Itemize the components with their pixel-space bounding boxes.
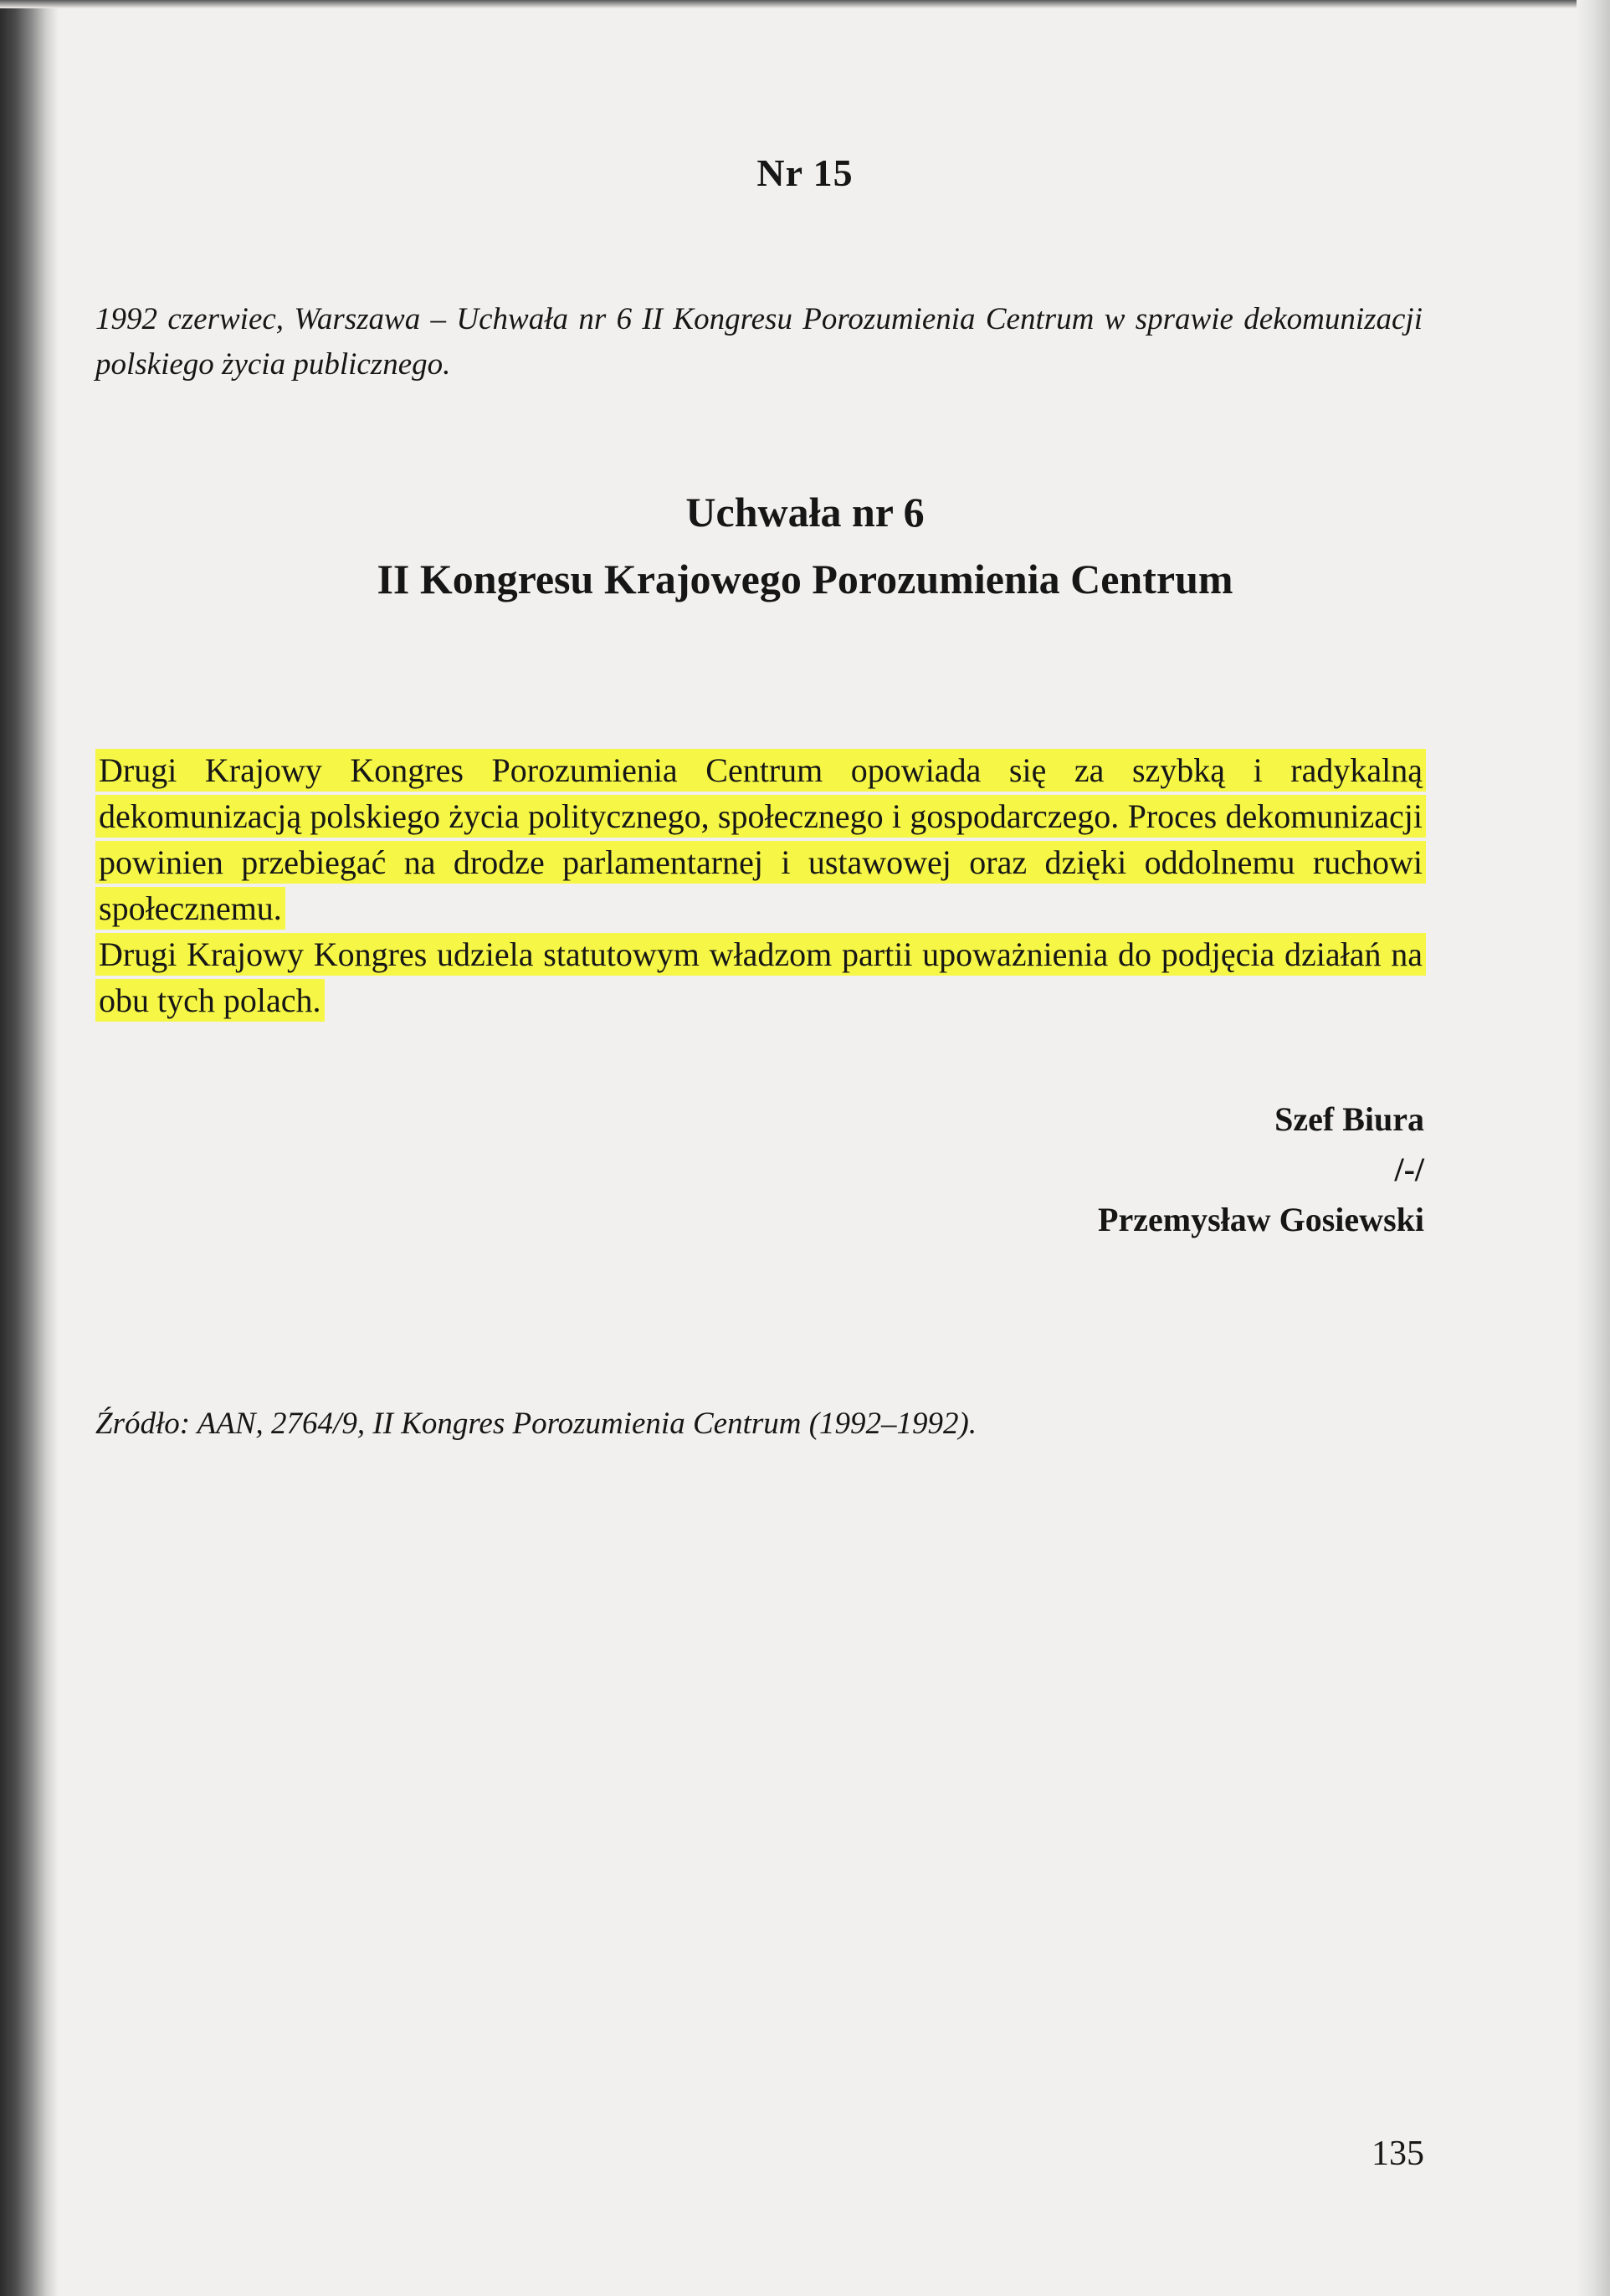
resolution-title [0, 479, 1610, 612]
title-line-1: Uchwała nr 6 [685, 489, 925, 536]
body-paragraph-2 [95, 931, 1426, 1023]
source-note: Źródło: AAN, 2764/9, II Kongres Porozumienia Centrum (1992–1992). [95, 1407, 977, 1441]
document-number: Nr 15 [756, 151, 854, 194]
document-description: 1992 czerwiec, Warszawa – Uchwała nr 6 II Kongresu Porozumienia Centrum w sprawie dekomunizacji polskiego życia publicznego. [95, 302, 1423, 382]
signature-mark: /-/ [1394, 1151, 1424, 1188]
title-line-2: II Kongresu Krajowego Porozumienia Centrum [377, 556, 1233, 602]
signature-name: Przemysław Gosiewski [1098, 1201, 1424, 1238]
highlighted-text: Drugi Krajowy Kongres udziela statutowym władzom partii upoważnienia do podjęcia działań na obu tych polach. [95, 933, 1426, 1022]
signature-role: Szef Biura [1274, 1100, 1424, 1138]
signature-block [1098, 1094, 1424, 1245]
highlighted-text: Drugi Krajowy Kongres Porozumienia Centrum opowiada się za szybką i radykalną dekomunizacją polskiego życia politycznego, społecznego i gospodarczego. Proces dekomunizacji powinien przebiegać na drodze parlamentarnej i ustawowej oraz dzięki oddolnemu ruchowi społecznemu. [95, 749, 1426, 930]
page-number: 135 [1372, 2135, 1424, 2173]
body-paragraph-1 [95, 747, 1426, 931]
resolution-body [95, 747, 1426, 1023]
